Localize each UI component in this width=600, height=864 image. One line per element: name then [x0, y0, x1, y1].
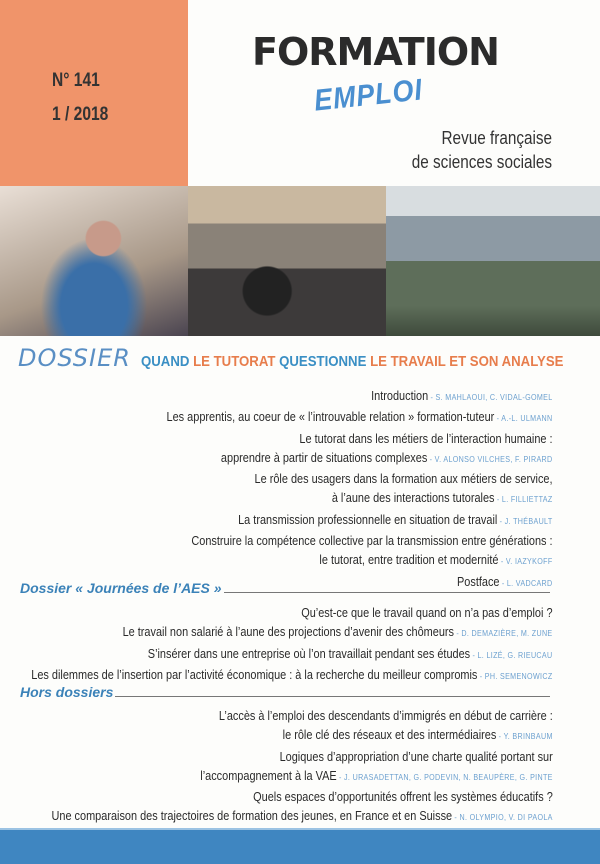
article-title: Construire la compétence collective par la transmission entre générations :	[191, 533, 553, 549]
dossier-label: DOSSIER	[18, 344, 131, 372]
theme-part: QUESTIONNE	[279, 353, 370, 370]
toc-entry-line	[167, 407, 553, 428]
separator: -	[497, 515, 506, 526]
article-authors: A.-L. ULMANN	[501, 413, 553, 424]
separator: -	[470, 649, 478, 660]
article-authors: S. MAHLAOUI, C. VIDAL-GOMEL	[436, 392, 553, 402]
article-title: Qu’est-ce que le travail quand on n’a pas d’emploi ?	[301, 605, 553, 620]
dossier-articles	[93, 386, 553, 593]
photo-industrial-plant	[386, 186, 600, 336]
toc-entry-line	[52, 806, 553, 827]
article-title: Les dilemmes de l’insertion par l’activité économique : à la recherche du meilleur compromis	[31, 666, 478, 682]
toc-entry-line	[52, 706, 553, 725]
aes-articles	[0, 603, 553, 686]
article-title: Le tutorat dans les métiers de l’interaction humaine :	[299, 430, 553, 446]
toc-entry-line	[52, 747, 553, 766]
separator: -	[499, 577, 508, 588]
dossier-heading	[18, 344, 600, 372]
article-authors: Y. BRINBAUM	[503, 731, 553, 742]
article-authors: L. LIZÉ, G. RIEUCAU	[477, 649, 553, 660]
article-title: Le travail non salarié à l’aune des projections d’avenir des chômeurs	[123, 624, 455, 640]
toc-entry-line	[167, 429, 553, 448]
separator: -	[494, 494, 503, 505]
article-title: Le rôle des usagers dans la formation aux métiers de service,	[254, 471, 553, 487]
section-title: Dossier « Journées de l’AES »	[20, 580, 222, 596]
article-authors: J. THÉBAULT	[505, 515, 553, 526]
toc-entry-line	[167, 531, 553, 550]
divider	[224, 592, 550, 593]
article-title: à l’aune des interactions tutorales	[332, 490, 495, 506]
article-title: l’accompagnement à la VAE	[200, 767, 337, 783]
separator: -	[494, 413, 502, 424]
toc-entry-line	[167, 488, 553, 509]
separator: -	[454, 628, 462, 639]
section-aes	[20, 577, 550, 596]
section-title: Hors dossiers	[20, 684, 114, 700]
article-authors: PH. SEMENOWICZ	[485, 670, 553, 681]
article-authors: N. OLYMPIO, V. DI PAOLA	[459, 812, 553, 823]
article-authors: V. ALONSO VILCHES, F. PIRARD	[435, 453, 553, 464]
separator: -	[336, 771, 345, 782]
toc-entry-line	[167, 469, 553, 488]
article-title: le rôle clé des réseaux et des intermédiaires	[282, 727, 497, 743]
toc-entry-line	[52, 725, 553, 746]
divider	[115, 696, 550, 697]
article-title: S’insérer dans une entreprise où l’on travaillait pendant ses études	[148, 645, 471, 661]
theme-part: LE TRAVAIL ET SON ANALYSE	[369, 353, 564, 370]
article-title: Logiques d’appropriation d’une charte qualité portant sur	[279, 748, 553, 764]
article-authors: L. FILLIETTAZ	[502, 494, 553, 505]
article-title: Quels espaces d’opportunités offrent les systèmes éducatifs ?	[253, 789, 553, 805]
cover-photos	[0, 186, 600, 336]
issue-date: 1 / 2018	[52, 104, 109, 125]
theme-part: QUAND	[140, 353, 193, 370]
article-authors: J. URASADETTAN, G. PODEVIN, N. BEAUPÈRE, G. PINTE	[344, 771, 553, 782]
hors-articles	[0, 706, 553, 828]
article-authors: L. VADCARD	[507, 577, 553, 588]
article-authors: V. IAZYKOFF	[506, 556, 553, 567]
logo-emploi: EMPLOI	[312, 73, 425, 118]
article-title: le tutorat, entre tradition et modernité	[319, 552, 499, 568]
article-title: La transmission professionnelle en situation de travail	[238, 511, 498, 527]
toc-entry-line	[52, 787, 553, 806]
issue-number: N° 141	[52, 70, 100, 91]
separator: -	[452, 812, 460, 823]
toc-entry-line	[167, 510, 553, 531]
subtitle-line1: Revue française	[441, 128, 552, 148]
toc-entry-line	[167, 448, 553, 469]
theme-part: LE TUTORAT	[192, 353, 280, 370]
article-title: Une comparaison des trajectoires de formation des jeunes, en France et en Suisse	[51, 808, 453, 824]
separator: -	[498, 556, 507, 567]
logo-formation: FORMATION	[252, 30, 499, 74]
footer-band	[0, 828, 600, 864]
toc-entry-line	[32, 644, 553, 665]
article-title: Introduction	[371, 388, 429, 403]
article-title: apprendre à partir de situations complexes	[221, 449, 428, 465]
section-hors-dossiers	[20, 684, 550, 700]
toc-entry-line	[167, 550, 553, 571]
article-title: L’accès à l’emploi des descendants d’immigrés en début de carrière :	[219, 708, 553, 723]
issue-panel	[0, 0, 188, 186]
photo-laboratory	[0, 186, 188, 336]
article-authors: D. DEMAZIÈRE, M. ZUNE	[461, 628, 553, 639]
separator: -	[427, 453, 436, 464]
toc-entry-line	[52, 766, 553, 787]
toc-entry-line	[32, 665, 553, 686]
toc-entry-line	[32, 622, 553, 643]
photo-classroom	[188, 186, 386, 336]
separator: -	[477, 670, 486, 681]
dossier-theme	[141, 353, 563, 370]
toc-entry-line	[32, 603, 553, 622]
article-title: Les apprentis, au coeur de « l’introuvable relation » formation-tuteur	[166, 409, 495, 425]
separator: -	[428, 392, 437, 402]
article-title: Postface	[457, 573, 500, 589]
separator: -	[496, 731, 504, 742]
toc-entry-line	[167, 386, 553, 407]
subtitle-line2: de sciences sociales	[411, 152, 552, 172]
